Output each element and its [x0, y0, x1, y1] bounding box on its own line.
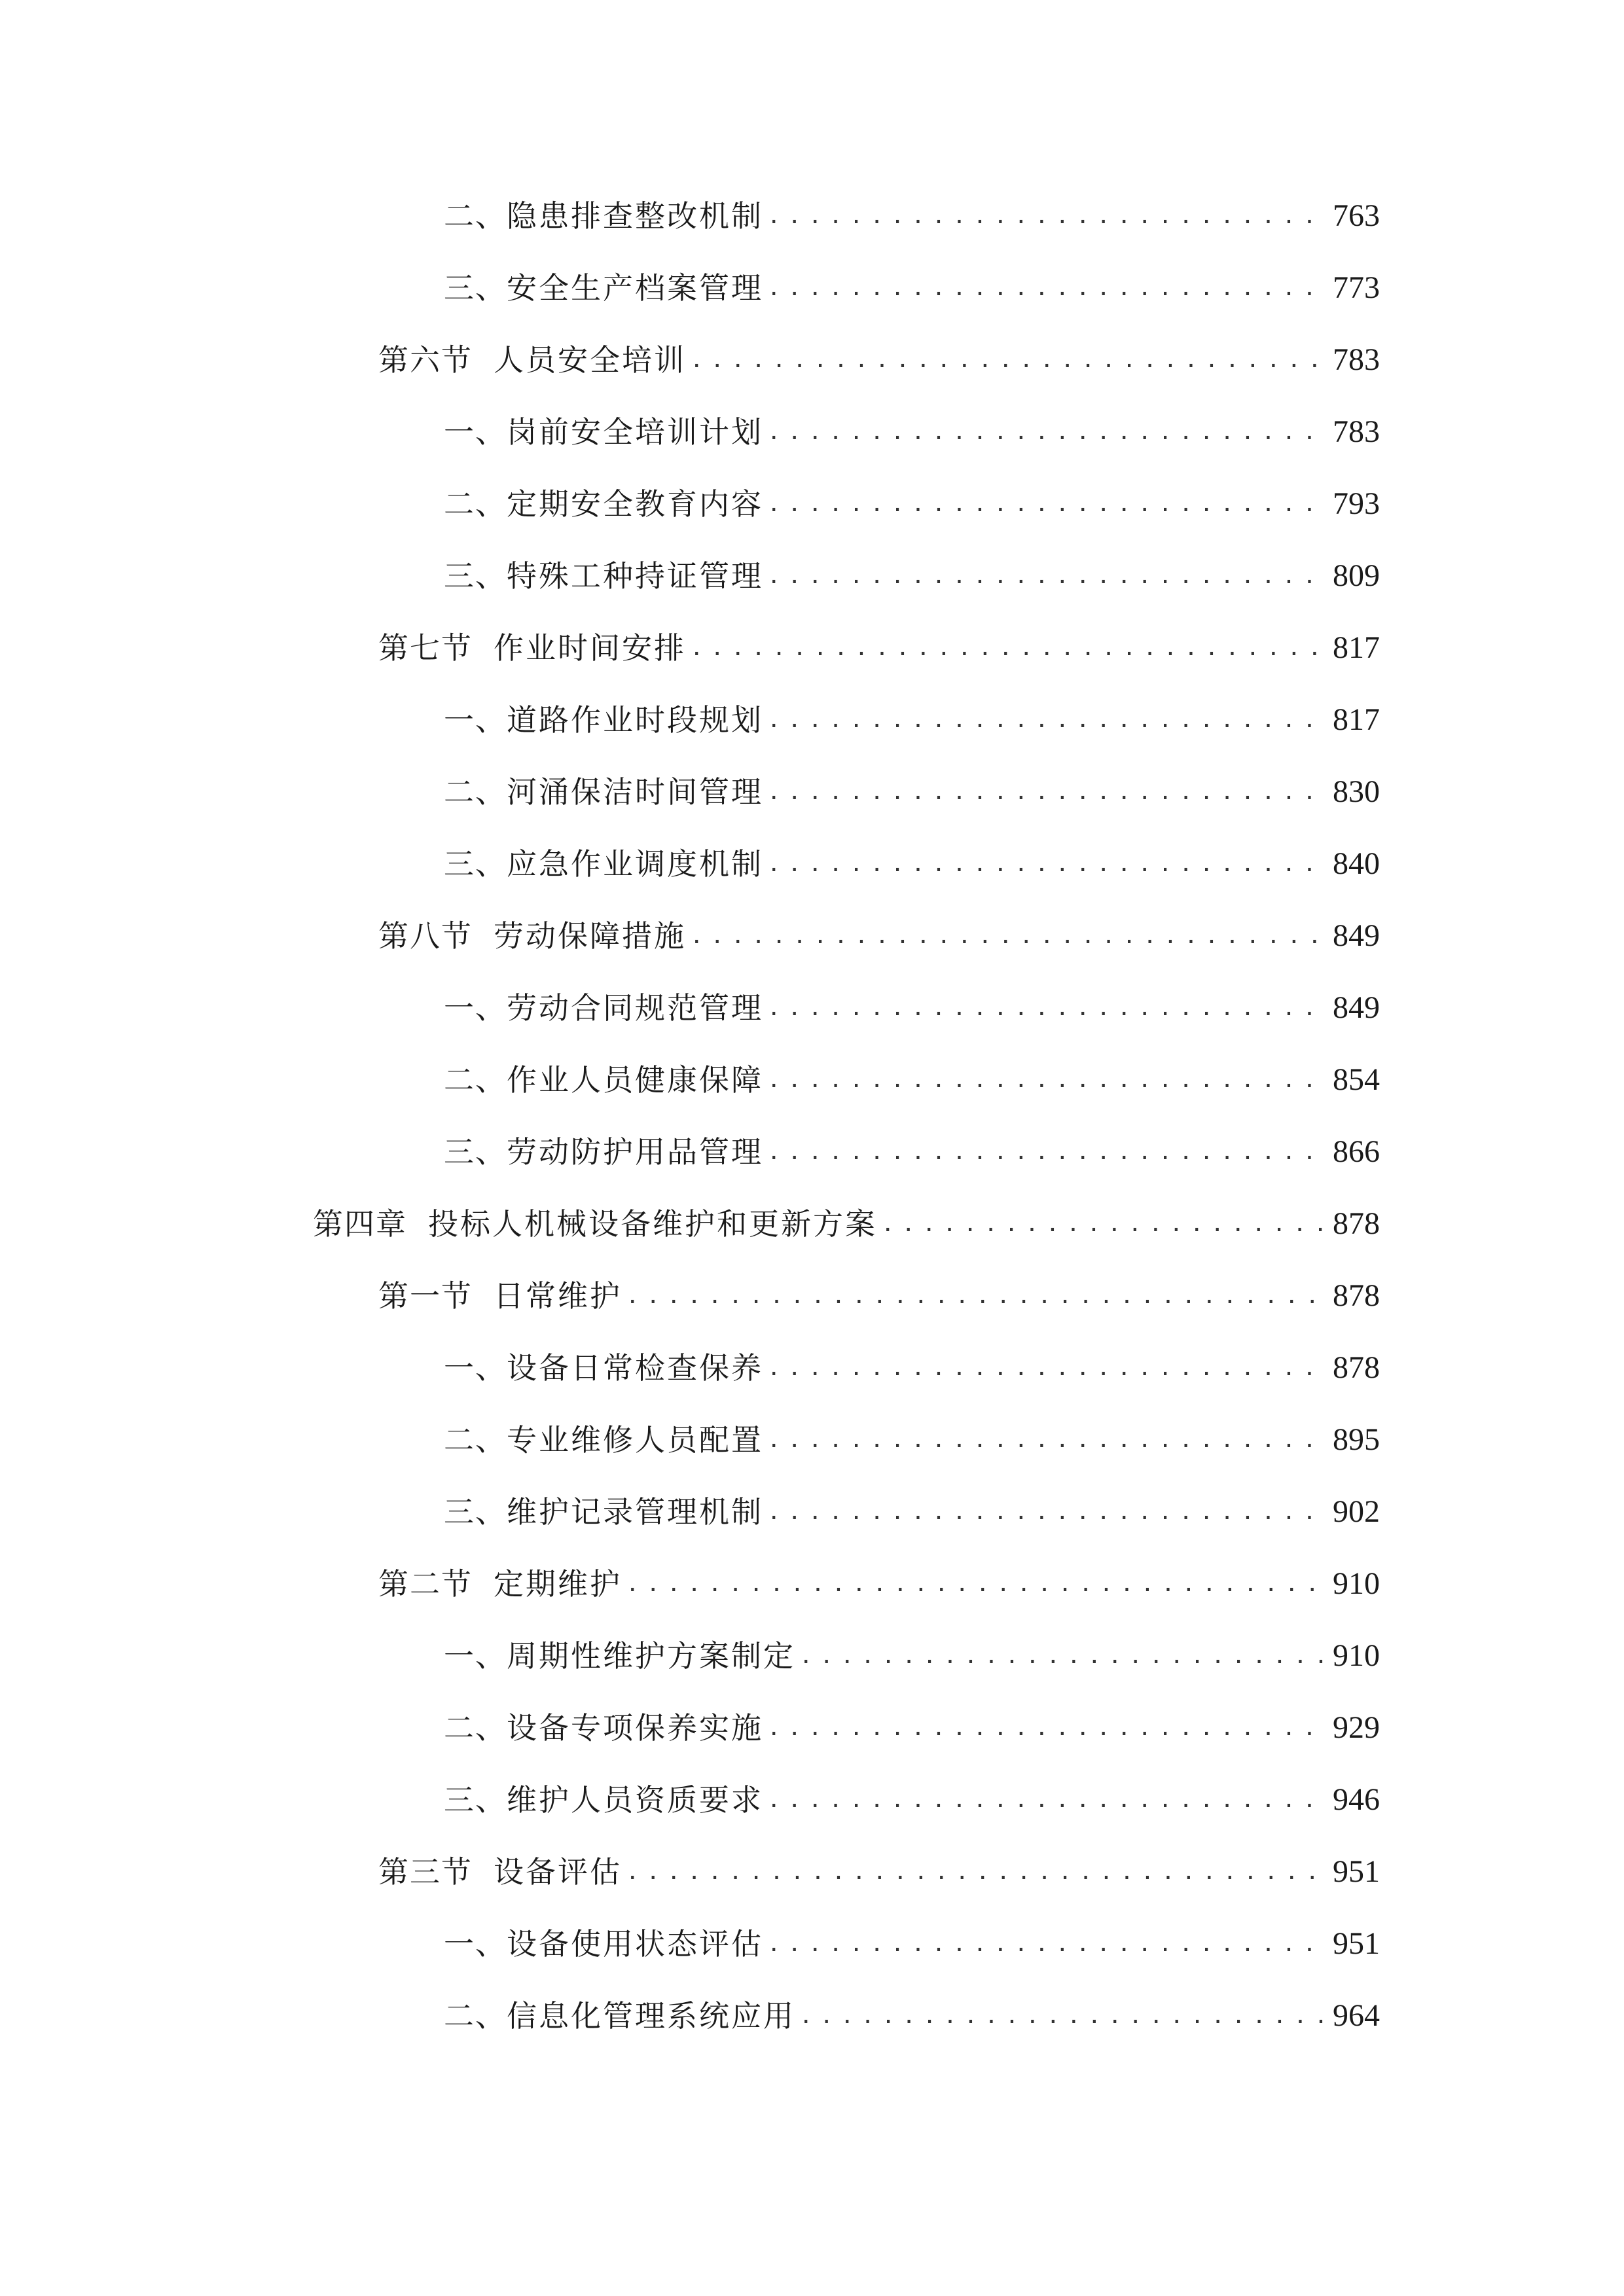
toc-dot-leader: [767, 550, 1324, 602]
toc-entry-number: 二、: [444, 1062, 507, 1098]
toc-entry-title: 设备使用状态评估: [507, 1926, 763, 1962]
toc-entry[interactable]: [444, 1918, 1380, 1970]
toc-entry-page: 830: [1333, 774, 1380, 809]
toc-dot-leader: [767, 1126, 1324, 1178]
toc-entry-page: 951: [1333, 1854, 1380, 1889]
toc-entry-number: 第六节: [378, 342, 473, 378]
toc-dot-leader: [767, 1702, 1324, 1754]
toc-entry-title: 特殊工种持证管理: [507, 558, 763, 594]
toc-entry-page: 866: [1333, 1134, 1380, 1169]
toc-entry-page: 793: [1333, 486, 1380, 521]
toc-entry-page: 951: [1333, 1926, 1380, 1961]
toc-entry-title: 劳动合同规范管理: [507, 990, 763, 1026]
toc-entry-number: 一、: [444, 990, 507, 1026]
toc-entry-title: 投标人机械设备维护和更新方案: [428, 1206, 877, 1242]
toc-dot-leader: [767, 190, 1324, 242]
toc-entry[interactable]: [444, 838, 1380, 890]
toc-entry-number: 二、: [444, 1710, 507, 1746]
toc-dot-leader: [767, 406, 1324, 458]
toc-entry-title: 信息化管理系统应用: [507, 1998, 795, 2034]
toc-entry-title: 设备专项保养实施: [507, 1710, 763, 1746]
toc-entry[interactable]: [444, 1126, 1380, 1178]
toc-entry-page: 878: [1333, 1206, 1380, 1241]
toc-entry-page: 840: [1333, 846, 1380, 881]
toc-entry-number: 三、: [444, 270, 507, 306]
toc-dot-leader: [767, 694, 1324, 746]
toc-dot-leader: [799, 1990, 1324, 2042]
toc-entry-page: 946: [1333, 1782, 1380, 1817]
toc-entry-number: 二、: [444, 774, 507, 810]
toc-dot-leader: [767, 1774, 1324, 1826]
toc-entry-page: 878: [1333, 1278, 1380, 1313]
toc-entry-number: 第二节: [378, 1566, 473, 1602]
toc-entry-number: 三、: [444, 1782, 507, 1818]
toc-entry-title: 安全生产档案管理: [507, 270, 763, 306]
toc-entry[interactable]: [444, 694, 1380, 746]
toc-entry-number: 第八节: [378, 918, 473, 954]
toc-entry[interactable]: [378, 910, 1380, 962]
toc-entry-title: 劳动保障措施: [494, 918, 686, 954]
toc-entry-page: 895: [1333, 1422, 1380, 1457]
toc-entry-title: 河涌保洁时间管理: [507, 774, 763, 810]
toc-dot-leader: [767, 478, 1324, 530]
toc-entry-title: 隐患排查整改机制: [507, 198, 763, 234]
toc-entry[interactable]: [444, 1342, 1380, 1394]
toc-entry-number: 二、: [444, 1998, 507, 2034]
toc-entry-title: 维护记录管理机制: [507, 1494, 763, 1530]
toc-entry-title: 周期性维护方案制定: [507, 1638, 795, 1674]
toc-dot-leader: [767, 766, 1324, 818]
toc-entry-number: 三、: [444, 558, 507, 594]
toc-entry-title: 设备评估: [494, 1854, 622, 1890]
toc-entry-title: 定期安全教育内容: [507, 486, 763, 522]
toc-entry-page: 849: [1333, 918, 1380, 953]
toc-entry-page: 809: [1333, 558, 1380, 593]
toc-entry-page: 783: [1333, 342, 1380, 377]
toc-entry[interactable]: [444, 478, 1380, 530]
toc-entry-page: 910: [1333, 1566, 1380, 1601]
toc-entry-number: 三、: [444, 846, 507, 882]
toc-dot-leader: [767, 1414, 1324, 1466]
toc-entry-number: 第四章: [313, 1206, 407, 1242]
toc-entry-page: 783: [1333, 414, 1380, 449]
toc-dot-leader: [799, 1630, 1324, 1682]
toc-entry-page: 773: [1333, 270, 1380, 305]
toc-entry[interactable]: [444, 1054, 1380, 1106]
toc-entry-title: 设备日常检查保养: [507, 1350, 763, 1386]
toc-dot-leader: [767, 838, 1324, 890]
toc-entry-title: 专业维修人员配置: [507, 1422, 763, 1458]
toc-entry-page: 910: [1333, 1638, 1380, 1673]
toc-entry-page: 849: [1333, 990, 1380, 1025]
toc-entry-page: 878: [1333, 1350, 1380, 1385]
toc-entry-number: 第七节: [378, 630, 473, 666]
toc-dot-leader: [690, 910, 1324, 962]
toc-entry-number: 二、: [444, 198, 507, 234]
toc-dot-leader: [690, 334, 1324, 386]
toc-entry[interactable]: [313, 1198, 1380, 1250]
toc-entry[interactable]: [444, 1486, 1380, 1538]
toc-entry-number: 一、: [444, 702, 507, 738]
toc-entry-page: 854: [1333, 1062, 1380, 1097]
toc-entry-title: 日常维护: [494, 1278, 622, 1314]
toc-entry[interactable]: [444, 262, 1380, 314]
toc-entry[interactable]: [444, 1630, 1380, 1682]
toc-entry[interactable]: [444, 1990, 1380, 2042]
toc-entry-page: 817: [1333, 630, 1380, 665]
toc-entry[interactable]: [444, 406, 1380, 458]
toc-entry-page: 929: [1333, 1710, 1380, 1745]
toc-entry-title: 定期维护: [494, 1566, 622, 1602]
toc-entry[interactable]: [378, 1270, 1380, 1322]
toc-entry-page: 763: [1333, 198, 1380, 233]
toc-entry-number: 一、: [444, 414, 507, 450]
toc-entry-title: 应急作业调度机制: [507, 846, 763, 882]
toc-entry-title: 道路作业时段规划: [507, 702, 763, 738]
toc-entry-number: 第一节: [378, 1278, 473, 1314]
toc-entry[interactable]: [444, 550, 1380, 602]
toc-entry[interactable]: [378, 622, 1380, 674]
toc-dot-leader: [767, 1918, 1324, 1970]
toc-dot-leader: [767, 262, 1324, 314]
toc-dot-leader: [626, 1846, 1324, 1898]
toc-dot-leader: [881, 1198, 1324, 1250]
toc-entry-number: 第三节: [378, 1854, 473, 1890]
toc-entry[interactable]: [444, 1774, 1380, 1826]
toc-dot-leader: [767, 1054, 1324, 1106]
toc-entry-title: 岗前安全培训计划: [507, 414, 763, 450]
toc-dot-leader: [767, 1486, 1324, 1538]
toc-dot-leader: [690, 622, 1324, 674]
toc-entry-number: 二、: [444, 486, 507, 522]
toc-entry-title: 人员安全培训: [494, 342, 686, 378]
toc-entry-page: 902: [1333, 1494, 1380, 1529]
toc-entry-page: 817: [1333, 702, 1380, 737]
toc-entry-title: 作业人员健康保障: [507, 1062, 763, 1098]
toc-entry-title: 维护人员资质要求: [507, 1782, 763, 1818]
toc-entry[interactable]: [378, 1558, 1380, 1610]
toc-entry-number: 三、: [444, 1134, 507, 1170]
toc-entry-title: 作业时间安排: [494, 630, 686, 666]
toc-entry[interactable]: [378, 334, 1380, 386]
toc-entry[interactable]: [378, 1846, 1380, 1898]
toc-entry-number: 三、: [444, 1494, 507, 1530]
toc-entry[interactable]: [444, 766, 1380, 818]
toc-entry-number: 一、: [444, 1638, 507, 1674]
toc-entry-page: 964: [1333, 1998, 1380, 2033]
toc-entry-title: 劳动防护用品管理: [507, 1134, 763, 1170]
toc-entry-number: 一、: [444, 1926, 507, 1962]
toc-entry[interactable]: [444, 1414, 1380, 1466]
toc-entry-number: 一、: [444, 1350, 507, 1386]
toc-dot-leader: [767, 982, 1324, 1034]
toc-dot-leader: [626, 1270, 1324, 1322]
toc-dot-leader: [626, 1558, 1324, 1610]
toc-entry[interactable]: [444, 982, 1380, 1034]
toc-entry[interactable]: [444, 1702, 1380, 1754]
toc-entry[interactable]: [444, 190, 1380, 242]
toc-entry-number: 二、: [444, 1422, 507, 1458]
toc-dot-leader: [767, 1342, 1324, 1394]
